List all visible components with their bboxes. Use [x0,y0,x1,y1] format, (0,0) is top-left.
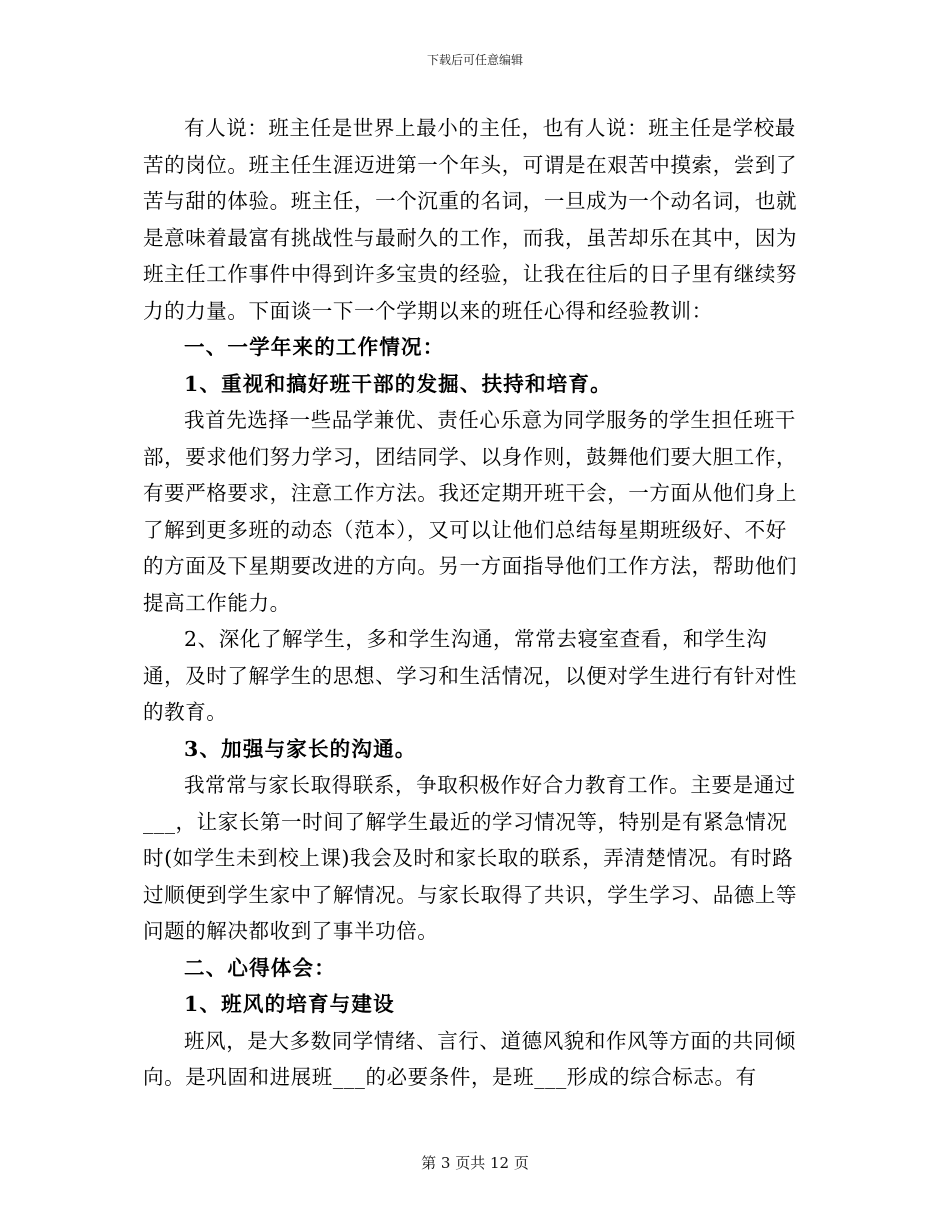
paragraph-understand-students: 2、深化了解学生，多和学生沟通，常常去寝室查看，和学生沟通，及时了解学生的思想、学习和生活情况，以便对学生进行有针对性的教育。 [143,627,798,724]
paragraph-class-cadres: 我首先选择一些品学兼优、责任心乐意为同学服务的学生担任班干部，要求他们努力学习，团结同学、以身作则，鼓舞他们要大胆工作，有要严格要求，注意工作方法。我还定期开班干会，一方面从他们身上了解到更多班的动态（范本），又可以让他们总结每星期班级好、不好的方面及下星期要改进的方向。另一方面指导他们工作方法，帮助他们提高工作能力。 [143,408,798,615]
subheading-class-cadres: 1、重视和搞好班干部的发掘、扶持和培育。 [184,371,612,396]
subheading-class-culture: 1、班风的培育与建设 [184,992,395,1016]
paragraph-intro: 有人说：班主任是世界上最小的主任，也有人说：班主任是学校最苦的岗位。班主任生涯迈进第一个年头，可谓是在艰苦中摸索，尝到了苦与甜的体验。班主任，一个沉重的名词，一旦成为一个动名词，也就是意味着最富有挑战性与最耐久的工作，而我，虽苦却乐在其中，因为班主任工作事件中得到许多宝贵的经验，让我在往后的日子里有继续努力的力量。下面谈一下一个学期以来的班任心得和经验教训： [143,116,798,323]
document-body [143,110,803,1096]
paragraph-parents: 我常常与家长取得联系，争取积极作好合力教育工作。主要是通过___，让家长第一时间了解学生最近的学习情况等，特别是有紧急情况时(如学生未到校上课)我会及时和家长取的联系，弄清楚情况。有时路过顺便到学生家中了解情况。与家长取得了共识，学生学习、品德上等问题的解决都收到了事半功倍。 [143,773,798,943]
paragraph-class-culture: 班风，是大多数同学情绪、言行、道德风貌和作风等方面的共同倾向。是巩固和进展班___的必要条件，是班___形成的综合标志。有 [143,1028,796,1089]
page-header: 下载后可任意编辑 [426,53,523,67]
subheading-parents: 3、加强与家长的沟通。 [184,736,417,761]
section-heading-work: 一、一学年来的工作情况： [184,335,445,359]
page-number: 第 3 页共 12 页 [421,1154,529,1172]
section-heading-experience: 二、心得体会： [184,955,336,980]
